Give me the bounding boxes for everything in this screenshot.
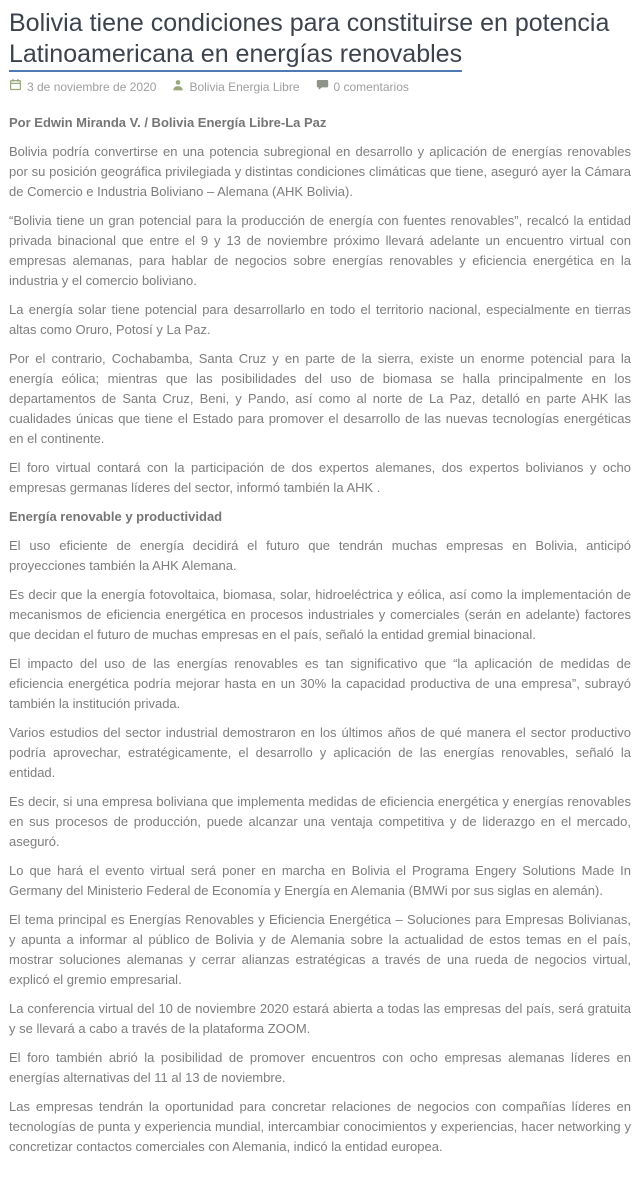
paragraph: “Bolivia tiene un gran potencial para la producción de energía con fuentes renovables”, recalcó la entidad privada binacional que entre el 9 y 13 de noviembre próximo llevará adelante un encuentro virtual con empresas alemanas, para hablar de negocios sobre energías renovables y eficiencia energética en la industria y el comercio boliviano.	[9, 213, 631, 288]
article	[9, 8, 631, 1157]
paragraph: Es decir que la energía fotovoltaica, biomasa, solar, hidroeléctrica y eólica, así como la implementación de mecanismos de eficiencia energética en procesos industriales y comerciales (serán en adelante) factores que decidan el futuro de muchas empresas en el país, señaló la entidad gremial binacional.	[9, 587, 631, 642]
post-date-label: 3 de noviembre de 2020	[27, 79, 157, 94]
user-icon	[172, 79, 184, 95]
comment-icon	[316, 78, 329, 95]
paragraph: El impacto del uso de las energías renovables es tan significativo que “la aplicación de medidas de eficiencia energética podría mejorar hasta en un 30% la capacidad productiva de una empresa”, subrayó también la institución privada.	[9, 656, 631, 711]
calendar-icon	[9, 78, 22, 95]
paragraph: Lo que hará el evento virtual será poner en marcha en Bolivia el Programa Engery Solutions Made In Germany del Ministerio Federal de Economía y Energía en Alemania (BMWi por sus siglas en alemán).	[9, 863, 631, 898]
post-author-link[interactable]	[172, 79, 299, 95]
article-header	[9, 8, 631, 95]
paragraph: La energía solar tiene potencial para desarrollarlo en todo el territorio nacional, especialmente en tierras altas como Oruro, Potosí y La Paz.	[9, 302, 631, 337]
paragraph: Las empresas tendrán la oportunidad para concretar relaciones de negocios con compañías líderes en tecnologías de punta y experiencia mundial, intercambiar conocimientos y experiencias, hacer networking y concretizar contactos comerciales con Alemania, indicó la entidad europea.	[9, 1099, 631, 1154]
post-title-link[interactable]: Bolivia tiene condiciones para constituirse en potencia	[9, 9, 610, 37]
paragraph: Es decir, si una empresa boliviana que implementa medidas de eficiencia energética y energías renovables en sus procesos de producción, puede alcanzar una ventaja competitiva y de liderazgo en el mercado, aseguró.	[9, 794, 631, 849]
post-title-link-line2[interactable]: Latinoamericana en energías renovables	[9, 40, 462, 72]
post-author-label: Bolivia Energia Libre	[189, 79, 300, 94]
paragraph: Varios estudios del sector industrial demostraron en los últimos años de qué manera el sector productivo podría aprovechar, estratégicamente, el desarrollo y aplicación de las energías renovables, señaló la entidad.	[9, 725, 631, 780]
post-comments-link[interactable]	[316, 78, 409, 95]
article-content	[9, 113, 631, 1157]
paragraph: El foro virtual contará con la participación de dos expertos alemanes, dos expertos bolivianos y ocho empresas germanas líderes del sector, informó también la AHK .	[9, 460, 631, 495]
paragraph: Bolivia podría convertirse en una potencia subregional en desarrollo y aplicación de energías renovables por su posición geográfica privilegiada y distintas condiciones climáticas que tiene, aseguró ayer la Cámara de Comercio e Industria Boliviano – Alemana (AHK Bolivia).	[9, 144, 631, 199]
page-title	[9, 8, 631, 70]
paragraph: El uso eficiente de energía decidirá el futuro que tendrán muchas empresas en Bolivia, anticipó proyecciones también la AHK Alemana.	[9, 538, 631, 573]
paragraph: El tema principal es Energías Renovables y Eficiencia Energética – Soluciones para Empresas Bolivianas, y apunta a informar al público de Bolivia y de Alemania sobre la actualidad de estos temas en el país, mostrar soluciones alemanas y cerrar alianzas estratégicas a través de una rueda de negocios virtual, explicó el gremio empresarial.	[9, 912, 631, 987]
paragraph: Por el contrario, Cochabamba, Santa Cruz y en parte de la sierra, existe un enorme potencial para la energía eólica; mientras que las posibilidades del uso de biomasa se halla principalmente en los departamentos de Santa Cruz, Beni, y Pando, así como al norte de La Paz, detalló en parte AHK las cualidades únicas que tiene el Estado para promover el desarrollo de las nuevas tecnologías energéticas en el continente.	[9, 351, 631, 446]
paragraph: La conferencia virtual del 10 de noviembre 2020 estará abierta a todas las empresas del país, será gratuita y se llevará a cabo a través de la plataforma ZOOM.	[9, 1001, 631, 1036]
paragraph: El foro también abrió la posibilidad de promover encuentros con ocho empresas alemanas líderes en energías alternativas del 11 al 13 de noviembre.	[9, 1050, 631, 1085]
post-meta	[9, 78, 631, 95]
post-comments-label: 0 comentarios	[333, 79, 409, 94]
byline: Por Edwin Miranda V. / Bolivia Energía Libre-La Paz	[9, 115, 327, 130]
section-subheading: Energía renovable y productividad	[9, 509, 223, 524]
post-date-link[interactable]	[9, 78, 156, 95]
